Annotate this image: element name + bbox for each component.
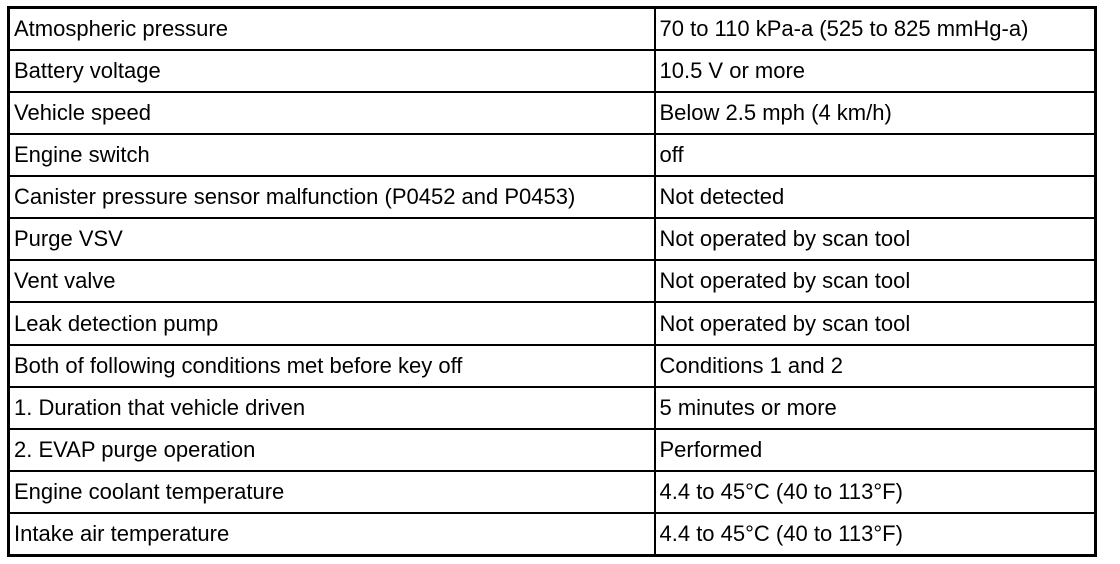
- condition-cell: Canister pressure sensor malfunction (P0452 and P0453): [9, 176, 655, 218]
- condition-cell: 2. EVAP purge operation: [9, 429, 655, 471]
- condition-cell: Battery voltage: [9, 50, 655, 92]
- value-cell: 5 minutes or more: [655, 387, 1096, 429]
- condition-cell: Purge VSV: [9, 218, 655, 260]
- condition-cell: Vehicle speed: [9, 92, 655, 134]
- condition-cell: Atmospheric pressure: [9, 8, 655, 51]
- table-row: [9, 345, 1096, 387]
- table-body: [9, 8, 1096, 556]
- condition-cell: Both of following conditions met before key off: [9, 345, 655, 387]
- condition-cell: Vent valve: [9, 260, 655, 302]
- value-cell: Not detected: [655, 176, 1096, 218]
- conditions-table: [7, 6, 1097, 557]
- value-cell: Not operated by scan tool: [655, 260, 1096, 302]
- value-cell: 4.4 to 45°C (40 to 113°F): [655, 513, 1096, 556]
- table-row: [9, 92, 1096, 134]
- table-row: [9, 176, 1096, 218]
- table-row: [9, 302, 1096, 344]
- value-cell: Not operated by scan tool: [655, 302, 1096, 344]
- value-cell: 4.4 to 45°C (40 to 113°F): [655, 471, 1096, 513]
- condition-cell: Engine switch: [9, 134, 655, 176]
- table-row: [9, 50, 1096, 92]
- value-cell: Below 2.5 mph (4 km/h): [655, 92, 1096, 134]
- table-row: [9, 387, 1096, 429]
- value-cell: Conditions 1 and 2: [655, 345, 1096, 387]
- table-row: [9, 8, 1096, 51]
- table-row: [9, 429, 1096, 471]
- table-row: [9, 218, 1096, 260]
- value-cell: 10.5 V or more: [655, 50, 1096, 92]
- table-row: [9, 260, 1096, 302]
- value-cell: Performed: [655, 429, 1096, 471]
- table-row: [9, 471, 1096, 513]
- value-cell: off: [655, 134, 1096, 176]
- condition-cell: Engine coolant temperature: [9, 471, 655, 513]
- value-cell: 70 to 110 kPa-a (525 to 825 mmHg-a): [655, 8, 1096, 51]
- value-cell: Not operated by scan tool: [655, 218, 1096, 260]
- table-row: [9, 513, 1096, 556]
- condition-cell: Intake air temperature: [9, 513, 655, 556]
- condition-cell: Leak detection pump: [9, 302, 655, 344]
- table-row: [9, 134, 1096, 176]
- condition-cell: 1. Duration that vehicle driven: [9, 387, 655, 429]
